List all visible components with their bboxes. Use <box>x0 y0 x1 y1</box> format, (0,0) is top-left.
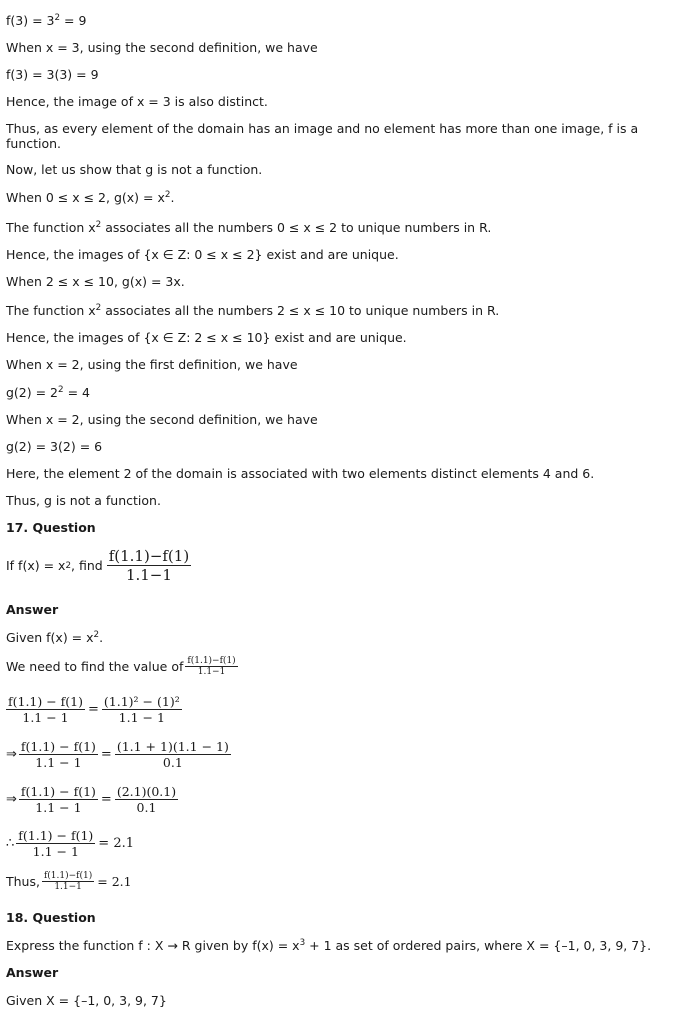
lhs-fraction: $\frac{f(1.1) - f(1)}{1.1 - 1}$ <box>8 694 84 725</box>
equation-step-2: ⇒ $\frac{f(1.1) - f(1)}{1.1 - 1}$ = $\frac{(1.1 + 1)(1.1 - 1)}{0.1}$ <box>6 739 229 770</box>
text-line: Thus, g is not a function. <box>6 493 161 508</box>
lhs-fraction: $\frac{f(1.1) - f(1)}{1.1 - 1}$ <box>18 828 94 859</box>
text-line: Given $f(x) = x^2$. <box>6 629 104 645</box>
question-18-prompt: Express the function f : X → R given by $f(x) = x^3 + 1$ as set of ordered pairs, where X = {–1, 0, 3, 9, 7}. <box>6 937 652 953</box>
text-line: When x = 2, using the first definition, we have <box>6 357 298 372</box>
text-line: g(2) = 3(2) = 6 <box>6 439 103 454</box>
text-line: Hence, the images of {x ∈ Z: 0 ≤ x ≤ 2} exist and are unique. <box>6 247 399 262</box>
answer-label: Answer <box>6 965 59 980</box>
implies-symbol: ⇒ <box>6 792 17 807</box>
rhs-fraction: $\frac{\text{(1.1)² − (1)²}}{1.1 - 1}$ <box>103 694 180 725</box>
inline-fraction: $\frac{f(1.1)-f(1)}{1.1-1}$ <box>187 656 236 677</box>
equation-step-1: $\frac{f(1.1) - f(1)}{1.1 - 1}$ = $\frac{\text{(1.1)² − (1)²}}{1.1 - 1}$ <box>8 694 180 725</box>
text-line: When x = 3, using the second definition, we have <box>6 40 318 55</box>
difference-quotient-fraction: $\frac{f(1.1)-f(1)}{1.1-1}$ <box>108 547 190 584</box>
conclusion-line: Thus, $\frac{f(1.1)-f(1)}{1.1-1}$ = 2.1 <box>6 871 132 892</box>
rhs-fraction: $\frac{(2.1)(0.1)}{0.1}$ <box>116 784 177 815</box>
therefore-symbol: ∴ <box>6 836 15 851</box>
equation-step-4 <box>6 828 137 859</box>
text-line: When 2 ≤ x ≤ 10, g(x) = 3x. <box>6 274 185 289</box>
text-line: Given X = {–1, 0, 3, 9, 7} <box>6 993 167 1008</box>
text-line: When 0 ≤ x ≤ 2, $g(x) = x^2$. <box>6 189 175 205</box>
text-line: Hence, the images of {x ∈ Z: 2 ≤ x ≤ 10} exist and are unique. <box>6 330 407 345</box>
answer-label: Answer <box>6 602 59 617</box>
text-line: Here, the element 2 of the domain is associated with two elements distinct elements 4 and 6. <box>6 466 595 481</box>
text-line: Hence, the image of x = 3 is also distinct. <box>6 94 268 109</box>
text-line: $g(2) = 2^2 = 4$ <box>6 384 90 400</box>
text-line: When x = 2, using the second definition, we have <box>6 412 318 427</box>
inline-fraction: $\frac{f(1.1)-f(1)}{1.1-1}$ <box>43 871 93 892</box>
rhs-fraction: $\frac{(1.1 + 1)(1.1 - 1)}{0.1}$ <box>116 739 229 770</box>
lhs-fraction: $\frac{f(1.1) - f(1)}{1.1 - 1}$ <box>20 739 96 770</box>
text-line: $f(3) = 3^2 = 9$ <box>6 12 87 28</box>
result-value: = 2.1 <box>98 836 134 851</box>
question-17-prompt: If f(x) = x 2 , find $\frac{f(1.1)-f(1)}{1.1-1}$ <box>6 547 190 584</box>
question-18-heading: 18. Question <box>6 910 96 925</box>
equation-step-3: ⇒ $\frac{f(1.1) - f(1)}{1.1 - 1}$ = $\frac{(2.1)(0.1)}{0.1}$ <box>6 784 177 815</box>
lhs-fraction: $\frac{f(1.1) - f(1)}{1.1 - 1}$ <box>20 784 96 815</box>
text-line: f(3) = 3(3) = 9 <box>6 67 99 82</box>
text-line: The function $x^2$ associates all the numbers 2 ≤ x ≤ 10 to unique numbers in R. <box>6 302 500 318</box>
text-line: We need to find the value of $\frac{f(1.1)-f(1)}{1.1-1}$ <box>6 656 236 677</box>
text-paragraph: Thus, as every element of the domain has an image and no element has more than one image, f is a function. <box>6 121 639 151</box>
text-line: The function $x^2$ associates all the numbers 0 ≤ x ≤ 2 to unique numbers in R. <box>6 219 492 235</box>
text-line: Now, let us show that g is not a function. <box>6 162 263 177</box>
question-17-heading: 17. Question <box>6 520 96 535</box>
implies-symbol: ⇒ <box>6 747 17 762</box>
